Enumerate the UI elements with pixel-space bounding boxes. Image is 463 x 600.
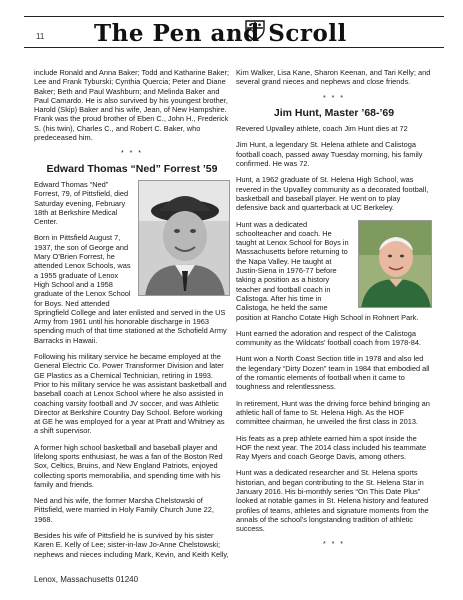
hunt-p8: His feats as a prep athlete earned him a spot inside the HOF the next year. The 2014 class included his teammate Ray Myers and coach George Davis, among others.: [236, 433, 427, 462]
forrest-photo: [138, 180, 230, 296]
forrest-wrap: [34, 180, 230, 352]
hunt-p5: Hunt earned the adoration and respect of the Calistoga community as the Wildcats’ football coach from 1978-84.: [236, 328, 421, 348]
obituary-heading-forrest: Edward Thomas “Ned” Forrest ’59: [46, 162, 218, 175]
forrest-p2: Born in Pittsfield August 7, 1937, the son of George and Mary O’Brien Forrest, he attended Lenox Schools, was a 1955 graduate of Lenox High School and a 1958 graduate of the Lenox School for Boys. Ned attended Springfield College and later enlisted and served in the US Army from 1961 until his honorable discharge in 1963 spending much of that time stationed at the Schofield Army Barracks in Hawaii.: [34, 233, 227, 345]
footer-address: Lenox, Massachusetts 01240: [34, 575, 139, 584]
left-intro: include Ronald and Anna Baker; Todd and Katharine Baker; Lee and Frank Tyburski; Cynthia Quercia; Peter and Diane Baker; Beth and Paul Washburn; and Melinda Baker and Paul Camardo. He is also survived by his youngest brother, Harold (Skip) Baker and his wife, Jean, of New Hampshire. Frank was the proud brother of Eben C., John H., Frederick S. (his twin), Charles C., and Robert C. Baker, who predeceased him.: [34, 68, 230, 143]
obituary-heading-hunt: Jim Hunt, Master ’68-’69: [273, 106, 395, 119]
hunt-p4: Hunt was a dedicated schoolteacher and coach. He taught at Lenox School for Boys in Massachusetts before returning to the Napa Valley. He taught at Justin-Siena in 1976-77 before taking a position as a history teacher and football coach in Calistoga. After his time in Calistoga, he held the same position at Rancho Cotate High School in Rohnert Park.: [236, 219, 419, 322]
forrest-p6: Besides his wife of Pittsfield he is survived by his sister Karen E. Kelly of Lee; sister-in-law Jo-Anne Chelstowski; nephews and nieces including Mark, Kevin, and Keith Kelly,: [34, 531, 229, 559]
hunt-p3: Hunt, a 1962 graduate of St. Helena High School, was revered in the Upvalley community as a decorated football, basketball and baseball player. He went on to play defensive back and quarterback at UC Berkeley.: [236, 175, 429, 213]
hunt-p1: Revered Upvalley athlete, coach Jim Hunt dies at 72: [236, 124, 408, 134]
hunt-p2: Jim Hunt, a legendary St. Helena athlete and Calistoga football coach, passed away Tuesday morning, his family confirmed. He was 72.: [236, 140, 423, 169]
masthead-bottom-rule: [24, 47, 444, 48]
page-number: 11: [36, 32, 45, 41]
hunt-p9: Hunt was a dedicated researcher and St. Helena sports historian, and began contributing to the St. Helena Star in January 2016. His bi-monthly series “On This Date Plus” looked at notable games in St. Helena history and featured profiles of teams, athletes and signature moments from the annals of the school’s longstanding tradition of athletic success.: [236, 468, 429, 534]
hunt-p6: Hunt won a North Coast Section title in 1978 and also led the legendary “Dirty Dozen” team in 1984 that embodied all of the romantic elements of football when it came to toughness and relentlessness.: [236, 354, 430, 392]
separator-stars: * * *: [322, 541, 346, 549]
right-intro: Kim Walker, Lisa Kane, Sharon Keenan, and Tari Kelly; and several grand nieces and nephews and close friends.: [236, 68, 431, 87]
separator-stars: * * *: [322, 94, 346, 102]
forrest-p4: A former high school basketball and baseball player and lifelong sports enthusiast, he was a fan of the Boston Red Sox, Celtics, Bruins, and New England Patriots, enjoyed collecting sports memorabilia, and spending time with his family and friends.: [34, 442, 223, 489]
separator-stars: * * *: [120, 150, 144, 158]
page-title: The Pen and Scroll: [94, 20, 347, 47]
masthead: [24, 14, 444, 50]
masthead-top-rule: [24, 16, 444, 17]
forrest-p5: Ned and his wife, the former Marsha Chelstowski of Pittsfield, were married in Holy Family Church June 22, 1968.: [34, 496, 214, 524]
forrest-p1: Edward Thomas “Ned” Forrest, 79, of Pittsfield, died Saturday evening, February 18th at Berkshire Medical Center.: [34, 179, 129, 227]
right-column: [236, 68, 432, 556]
hunt-wrap: [236, 220, 432, 329]
forrest-p3: Following his military service he became employed at the General Electric Co. Power Transformer Division and later GE Plastics as a Chemical Technician, retiring in 1993. Prior to his military service he was assistant basketball and baseball coach at Lenox School where he also assisted in coaching varsity football and JV soccer, and was Athletic Director at Berkshire Country Day School. Before working at GE he was employed for a year at Pratt and Whitney as a shift supervisor.: [34, 352, 227, 436]
hunt-photo: [358, 220, 432, 308]
hunt-p7: In retirement, Hunt was the driving force behind bringing an athletic hall of fame to St. Helena High. As the HOF committee chairman, he unveiled the first class in 2013.: [236, 398, 430, 427]
left-column: [34, 68, 230, 566]
